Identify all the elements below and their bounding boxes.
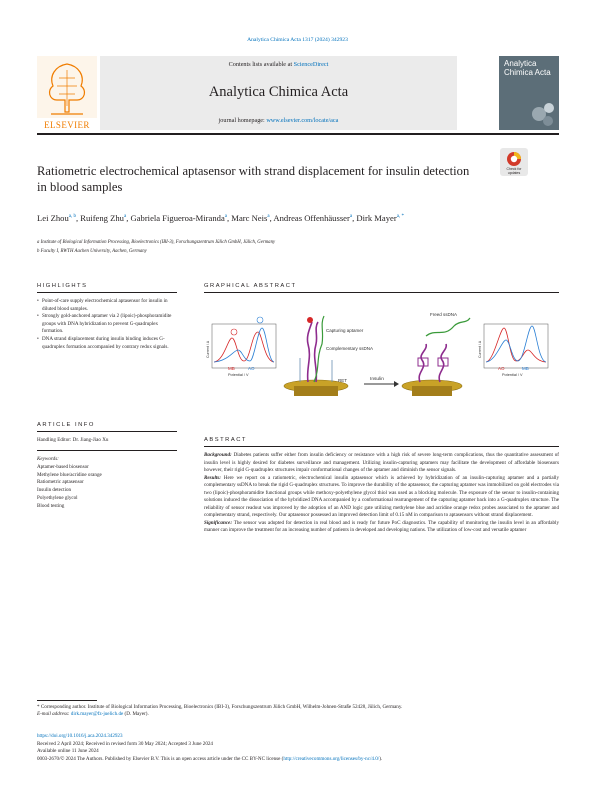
email-line [37,711,559,718]
email-suffix: (D. Mayer). [123,711,149,717]
journal-title: Analytica Chimica Acta [208,84,349,100]
keyword: Ratiometric aptasensor [37,479,84,486]
xaxis-label-right: Potential / V [502,373,523,377]
cover-title: Analytica Chimica Acta [504,59,551,77]
author-affiliation-mark[interactable]: a, b [68,214,76,219]
right-electrode [402,312,470,396]
ao-label-left: AO [248,366,255,371]
author-affiliation-mark[interactable]: a [224,214,227,219]
footnote-rule [37,700,97,701]
highlight-item: • Point-of-care supply electrochemical aptasensor for insulin in diluted blood samples. [37,298,177,313]
email-link[interactable]: dirk.mayer@fz-juelich.de [70,711,124,717]
license-link[interactable]: http://creativecommons.org/licenses/by-nc/4.0/ [283,755,380,762]
license-text: 0003-2670/© 2024 The Authors. Published by Elsevier B.V. This is an open access article under the CC BY-NC license ( [37,755,284,762]
keyword: Aptamer-based biosensor [37,464,89,470]
homepage-link[interactable]: www.elsevier.com/locate/aca [266,117,339,124]
complementary-ssdna-label: Complementary ssDNA [326,346,374,351]
graphical-abstract-figure[interactable] [204,298,559,408]
highlight-item: • Strongly gold-anchored aptamer via 2 (lipoic)-phosphoramidite groups with DNA hybridization to prevent G-quadruplex formation. [37,313,177,336]
left-voltammogram [206,317,276,377]
journal-reference[interactable]: Analytica Chimica Acta 1317 (2024) 342923 [247,37,348,43]
abstract-paragraph [204,452,559,475]
crossmark-badge[interactable] [500,148,528,176]
abstract-label: Results: [204,474,221,481]
author-name[interactable]: Gabriela Figueroa-Miranda [130,212,225,223]
publication-info [37,733,559,763]
yaxis-label-left: Current / A [206,340,210,358]
abstract-paragraph [204,520,559,535]
affiliation-line: a Institute of Biological Information Processing, Bioelectronics (IBI-3), Forschungszentrum Jülich GmbH, Jülich, Germany [37,240,276,245]
graphical-abstract-svg [204,298,559,408]
email-label: E-mail address: [37,711,71,717]
abstract-text: Here we report on a ratiometric, electrochemical insulin aptasensor which is achieved by hybridization of an insulin-capturing aptamer and a partially complementary ssDNA to break the rigid G-quadruplex structures. To improve the durability of the aptasensor, the capturing aptamer was immobilized on gold electrodes via two (lipoic)-phosphoramidite functional groups while methoxy-polyethylene glycol thiol was used as a blocking molecule. The exposure of the sensor to insulin-containing solutions induced the dissociation of the hybridized DNA accompanied by a conformational rearrangement of the capturing aptamer back into a G-quadruplex structure. The reliability of sensor readout was improved by the adoption of an AND logic gate utilizing methylene blue and acridine orange redox probes associated to the aptamer and complementary strand, respectively. Our aptasensor possessed an improved detection limit of 0.15 nM in comparison to aptasensors without strand displacement. [204,474,559,519]
ret-label: RET [338,378,347,383]
license-line [37,756,559,764]
article-info-body [37,437,177,510]
author-name[interactable]: Dirk Mayer [356,212,397,223]
author-name[interactable]: Ruifeng Zhu [80,212,124,223]
article-title: Ratiometric electrochemical aptasensor with strand displacement for insulin detection in blood samples [37,164,470,194]
abstract-text: Diabetes patients suffer either from insulin deficiency or resistance with a high risk of severe long-term complications, thus the quantitative assessment of insulin level is highly desired for diabetes surveillance and management. Utilizing insulin-capturing aptamers may facilitate the development of affordable biosensors however, their rigid G-quadruplex structures impair conformational changes of the aptamer and diminish the sensor signals. [204,452,559,474]
freed-ssdna-label: Freed ssDNA [430,312,458,317]
yaxis-label-right: Current / A [478,340,482,358]
elsevier-tree-icon [37,56,97,118]
corresponding-author-note: * Corresponding author. Institute of Biological Information Processing, Bioelectronics (IBI-3), Forschungszentrum Jülich GmbH, Wilhelm-Johnen-Straße 52428, Jülich, Germany. [37,703,403,710]
author-affiliation-mark[interactable]: a, * [396,214,404,219]
highlight-item: • DNA strand displacement during insulin binding induces G-quadruplex formation accompanied by contrary redox signals. [37,336,177,351]
affiliation-line: b Faculty I, RWTH Aachen University, Aachen, Germany [37,248,147,254]
keyword: Blood testing [37,502,65,509]
publisher-name: ELSEVIER [44,120,90,130]
crossmark-label: Check for updates [506,167,522,175]
author-affiliation-mark[interactable]: a [123,214,127,219]
highlights-list [37,298,177,351]
abstract-label: Background: [204,452,232,458]
author-name[interactable]: Lei Zhou [37,212,69,223]
insulin-label: Insulin [370,377,384,382]
keyword: Insulin detection [37,487,72,494]
handling-editor: Handling Editor: Dr. Jiang-Jiao Xu [37,437,109,443]
author-list: Lei Zhou$^{a, b}$, Ruifeng Zhu$^a$, Gabriela Figueroa-Miranda$^a$, Marc Neis$^a$, Andreas Offenhäusser$^a$, Dirk Mayer$^{a, *}$ [37,212,404,223]
author-name[interactable]: Marc Neis [231,212,268,223]
contents-prefix: Contents lists available at [228,61,294,68]
available-online: Available online 11 June 2024 [37,748,99,754]
mb-label-right: MB [522,366,529,371]
sciencedirect-link[interactable]: ScienceDirect [293,61,329,68]
graphical-abstract-rule [204,292,559,293]
keywords-heading: Keywords: [37,456,59,463]
doi-link[interactable]: https://doi.org/10.1016/j.aca.2024.342923 [37,733,123,739]
xaxis-label-left: Potential / V [228,373,249,377]
homepage-prefix: journal homepage: [218,117,267,124]
abstract-text: The sensor was adopted for detection in real blood and is ready for future PoC diagnostics. The capability of monitoring the insulin level in an affordably manner can improve the treatment for an increasing number of patients in developed and developing nations. The utilization of low-cost and versatile aptamer [204,519,559,534]
abstract-paragraph [204,475,559,520]
highlights-heading: HIGHLIGHTS [37,283,88,289]
article-info-rule [37,431,177,432]
left-electrode [284,316,373,396]
cover-art-icon [529,100,557,128]
affiliations [37,239,507,256]
article-info-heading: ARTICLE INFO [37,422,95,428]
highlights-rule [37,292,177,293]
right-voltammogram [478,324,548,377]
mb-label-left: MB [228,366,235,371]
abstract-rule [204,446,559,447]
capturing-aptamer-label: Capturing aptamer [326,328,364,333]
homepage-line [100,117,457,124]
abstract-label: Significance: [204,519,233,526]
footnote-block [37,700,559,718]
insulin-arrow [364,376,399,387]
journal-cover[interactable] [499,56,559,130]
keyword: Methylene blue/acridine orange [37,471,102,478]
author-name[interactable]: Andreas Offenhäusser [273,212,350,223]
author-affiliation-mark[interactable]: a [349,214,353,219]
elsevier-logo [37,56,97,130]
header-rule [37,133,559,135]
author-affiliation-mark[interactable]: a [267,214,270,219]
license-suffix: ). [379,755,383,762]
received-dates: Received 2 April 2024; Received in revised form 30 May 2024; Accepted 3 June 2024 [37,740,213,747]
contents-line [100,61,457,68]
abstract-body [204,452,559,535]
article-info-divider [37,450,177,451]
keyword: Polyethylene glycol [37,494,78,501]
ao-label-right: AO [498,366,505,371]
abstract-heading: ABSTRACT [204,437,247,443]
graphical-abstract-heading: GRAPHICAL ABSTRACT [204,283,297,289]
